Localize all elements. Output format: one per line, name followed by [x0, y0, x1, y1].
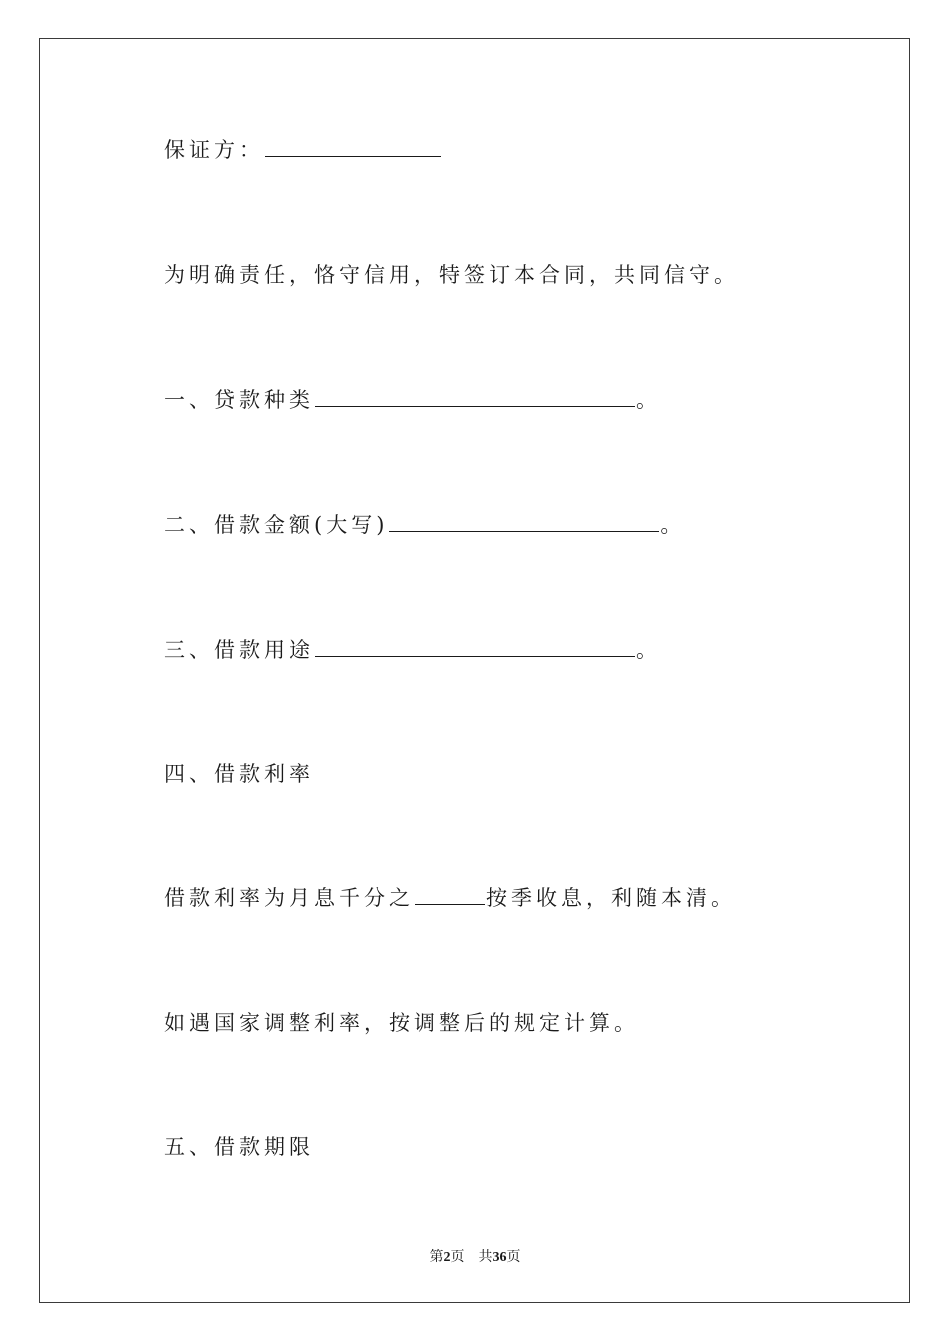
loan-type-blank	[315, 386, 635, 407]
loan-purpose-label: 三、借款用途	[164, 638, 314, 662]
footer-total-suffix: 页	[506, 1249, 521, 1265]
footer-total-number: 36	[492, 1250, 507, 1265]
page-border	[39, 38, 910, 1303]
loan-type-end: 。	[636, 388, 661, 412]
interest-rate-text-a: 借款利率为月息千分之	[164, 886, 414, 910]
guarantor-blank	[265, 136, 441, 157]
loan-type-label: 一、贷款种类	[164, 388, 314, 412]
interest-rate-line	[164, 884, 736, 912]
interest-rate-text-b: 按季收息，利随本清。	[486, 886, 736, 910]
footer-page-prefix: 第	[429, 1249, 444, 1265]
loan-type-line	[164, 386, 661, 414]
page-footer	[0, 1246, 950, 1266]
loan-amount-end: 。	[660, 513, 686, 537]
footer-total-prefix: 共	[478, 1249, 493, 1265]
loan-amount-blank	[389, 511, 659, 532]
rate-adjustment-line: 如遇国家调整利率，按调整后的规定计算。	[164, 1011, 639, 1035]
intro-line: 为明确责任，恪守信用，特签订本合同，共同信守。	[164, 263, 739, 287]
loan-term-heading: 五、借款期限	[164, 1135, 314, 1159]
guarantor-label: 保证方：	[164, 138, 264, 162]
loan-purpose-end: 。	[636, 638, 661, 662]
footer-page-number: 2	[443, 1250, 451, 1265]
loan-amount-label: 二、借款金额(大写)	[164, 513, 389, 537]
interest-rate-heading: 四、借款利率	[164, 762, 314, 786]
footer-page-suffix: 页	[450, 1249, 465, 1265]
loan-purpose-blank	[315, 636, 635, 657]
loan-purpose-line	[164, 636, 661, 664]
guarantor-line	[164, 136, 442, 164]
loan-amount-line	[164, 511, 685, 539]
interest-rate-blank	[415, 884, 485, 905]
